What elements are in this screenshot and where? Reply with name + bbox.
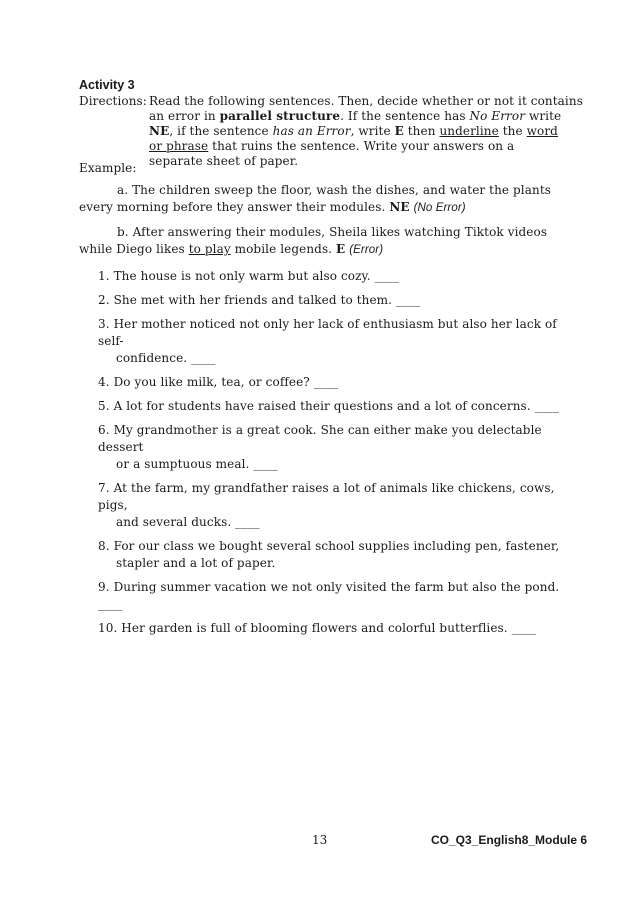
question-line-continued: stapler and a lot of paper. — [116, 556, 276, 570]
directions-line-1: Read the following sentences. Then, decide whether or not it contains — [149, 94, 583, 108]
question-item — [98, 579, 568, 613]
directions-underlined-term: word or phrase — [149, 124, 558, 153]
directions-italic-term: No Error — [469, 109, 526, 123]
question-item — [98, 538, 568, 572]
question-list — [98, 268, 568, 644]
question-item — [98, 292, 568, 309]
example-b-note: (Error) — [349, 244, 384, 256]
activity-title: Activity 3 — [79, 78, 135, 92]
module-code: CO_Q3_English8_Module 6 — [431, 833, 588, 847]
question-line: 9. During summer vacation we not only visited the farm but also the pond. ____ — [98, 580, 560, 611]
directions-text: an error in — [149, 109, 220, 123]
question-line: 1. The house is not only warm but also cozy. ____ — [98, 269, 400, 283]
question-line: 3. Her mother noticed not only her lack of enthusiasm but also her lack of self- — [98, 317, 557, 348]
question-line: 10. Her garden is full of blooming flowers and colorful butterflies. ____ — [98, 621, 537, 635]
question-line: 6. My grandmother is a great cook. She can either make you delectable dessert — [98, 423, 542, 454]
question-line: 8. For our class we bought several school supplies including pen, fastener, — [98, 539, 560, 553]
question-line: 7. At the farm, my grandfather raises a lot of animals like chickens, cows, pigs, — [98, 481, 555, 512]
question-line-continued: or a sumptuous meal. ____ — [116, 457, 278, 471]
directions-text: then — [403, 124, 440, 138]
example-b-text: b. After answering their modules, Sheila likes watching Tiktok videos while Diego likes — [79, 225, 548, 256]
example-a-code: NE — [389, 200, 410, 214]
directions-code-ne: NE — [149, 124, 170, 138]
question-line: 4. Do you like milk, tea, or coffee? ____ — [98, 375, 339, 389]
directions-underlined-term: underline — [439, 124, 499, 138]
question-line: 2. She met with her friends and talked to them. ____ — [98, 293, 421, 307]
page-number: 13 — [312, 833, 328, 847]
question-item — [98, 480, 568, 531]
directions-label: Directions: — [79, 94, 147, 108]
question-item — [98, 316, 568, 367]
example-b-underlined: to play — [188, 242, 231, 256]
directions-text: the — [498, 124, 527, 138]
example-a-note: (No Error) — [413, 202, 466, 214]
example-b-code: E — [336, 242, 346, 256]
directions-italic-term: has an Error — [272, 124, 351, 138]
example-b — [79, 224, 564, 259]
example-a-text: a. The children sweep the floor, wash the dishes, and water the plants every morning before they answer their modules. — [79, 183, 552, 214]
directions-text: write — [525, 109, 562, 123]
directions-text: . If the sentence has — [340, 109, 470, 123]
example-label: Example: — [79, 161, 137, 175]
question-item — [98, 268, 568, 285]
directions-text: , if the sentence — [169, 124, 273, 138]
question-item — [98, 398, 568, 415]
question-item — [98, 422, 568, 473]
example-b-text: mobile legends. — [230, 242, 337, 256]
example-a — [79, 182, 564, 217]
directions-text: , write — [350, 124, 395, 138]
directions-code-e: E — [394, 124, 404, 138]
question-line-continued: confidence. ____ — [116, 351, 216, 365]
directions-bold-term: parallel structure — [219, 109, 341, 123]
directions-text: that ruins the sentence. Write your answers on a separate sheet of paper. — [149, 139, 515, 168]
question-item — [98, 374, 568, 391]
directions-body — [149, 109, 569, 169]
question-item — [98, 620, 568, 637]
question-line-continued: and several ducks. ____ — [116, 515, 260, 529]
question-line: 5. A lot for students have raised their questions and a lot of concerns. ____ — [98, 399, 560, 413]
